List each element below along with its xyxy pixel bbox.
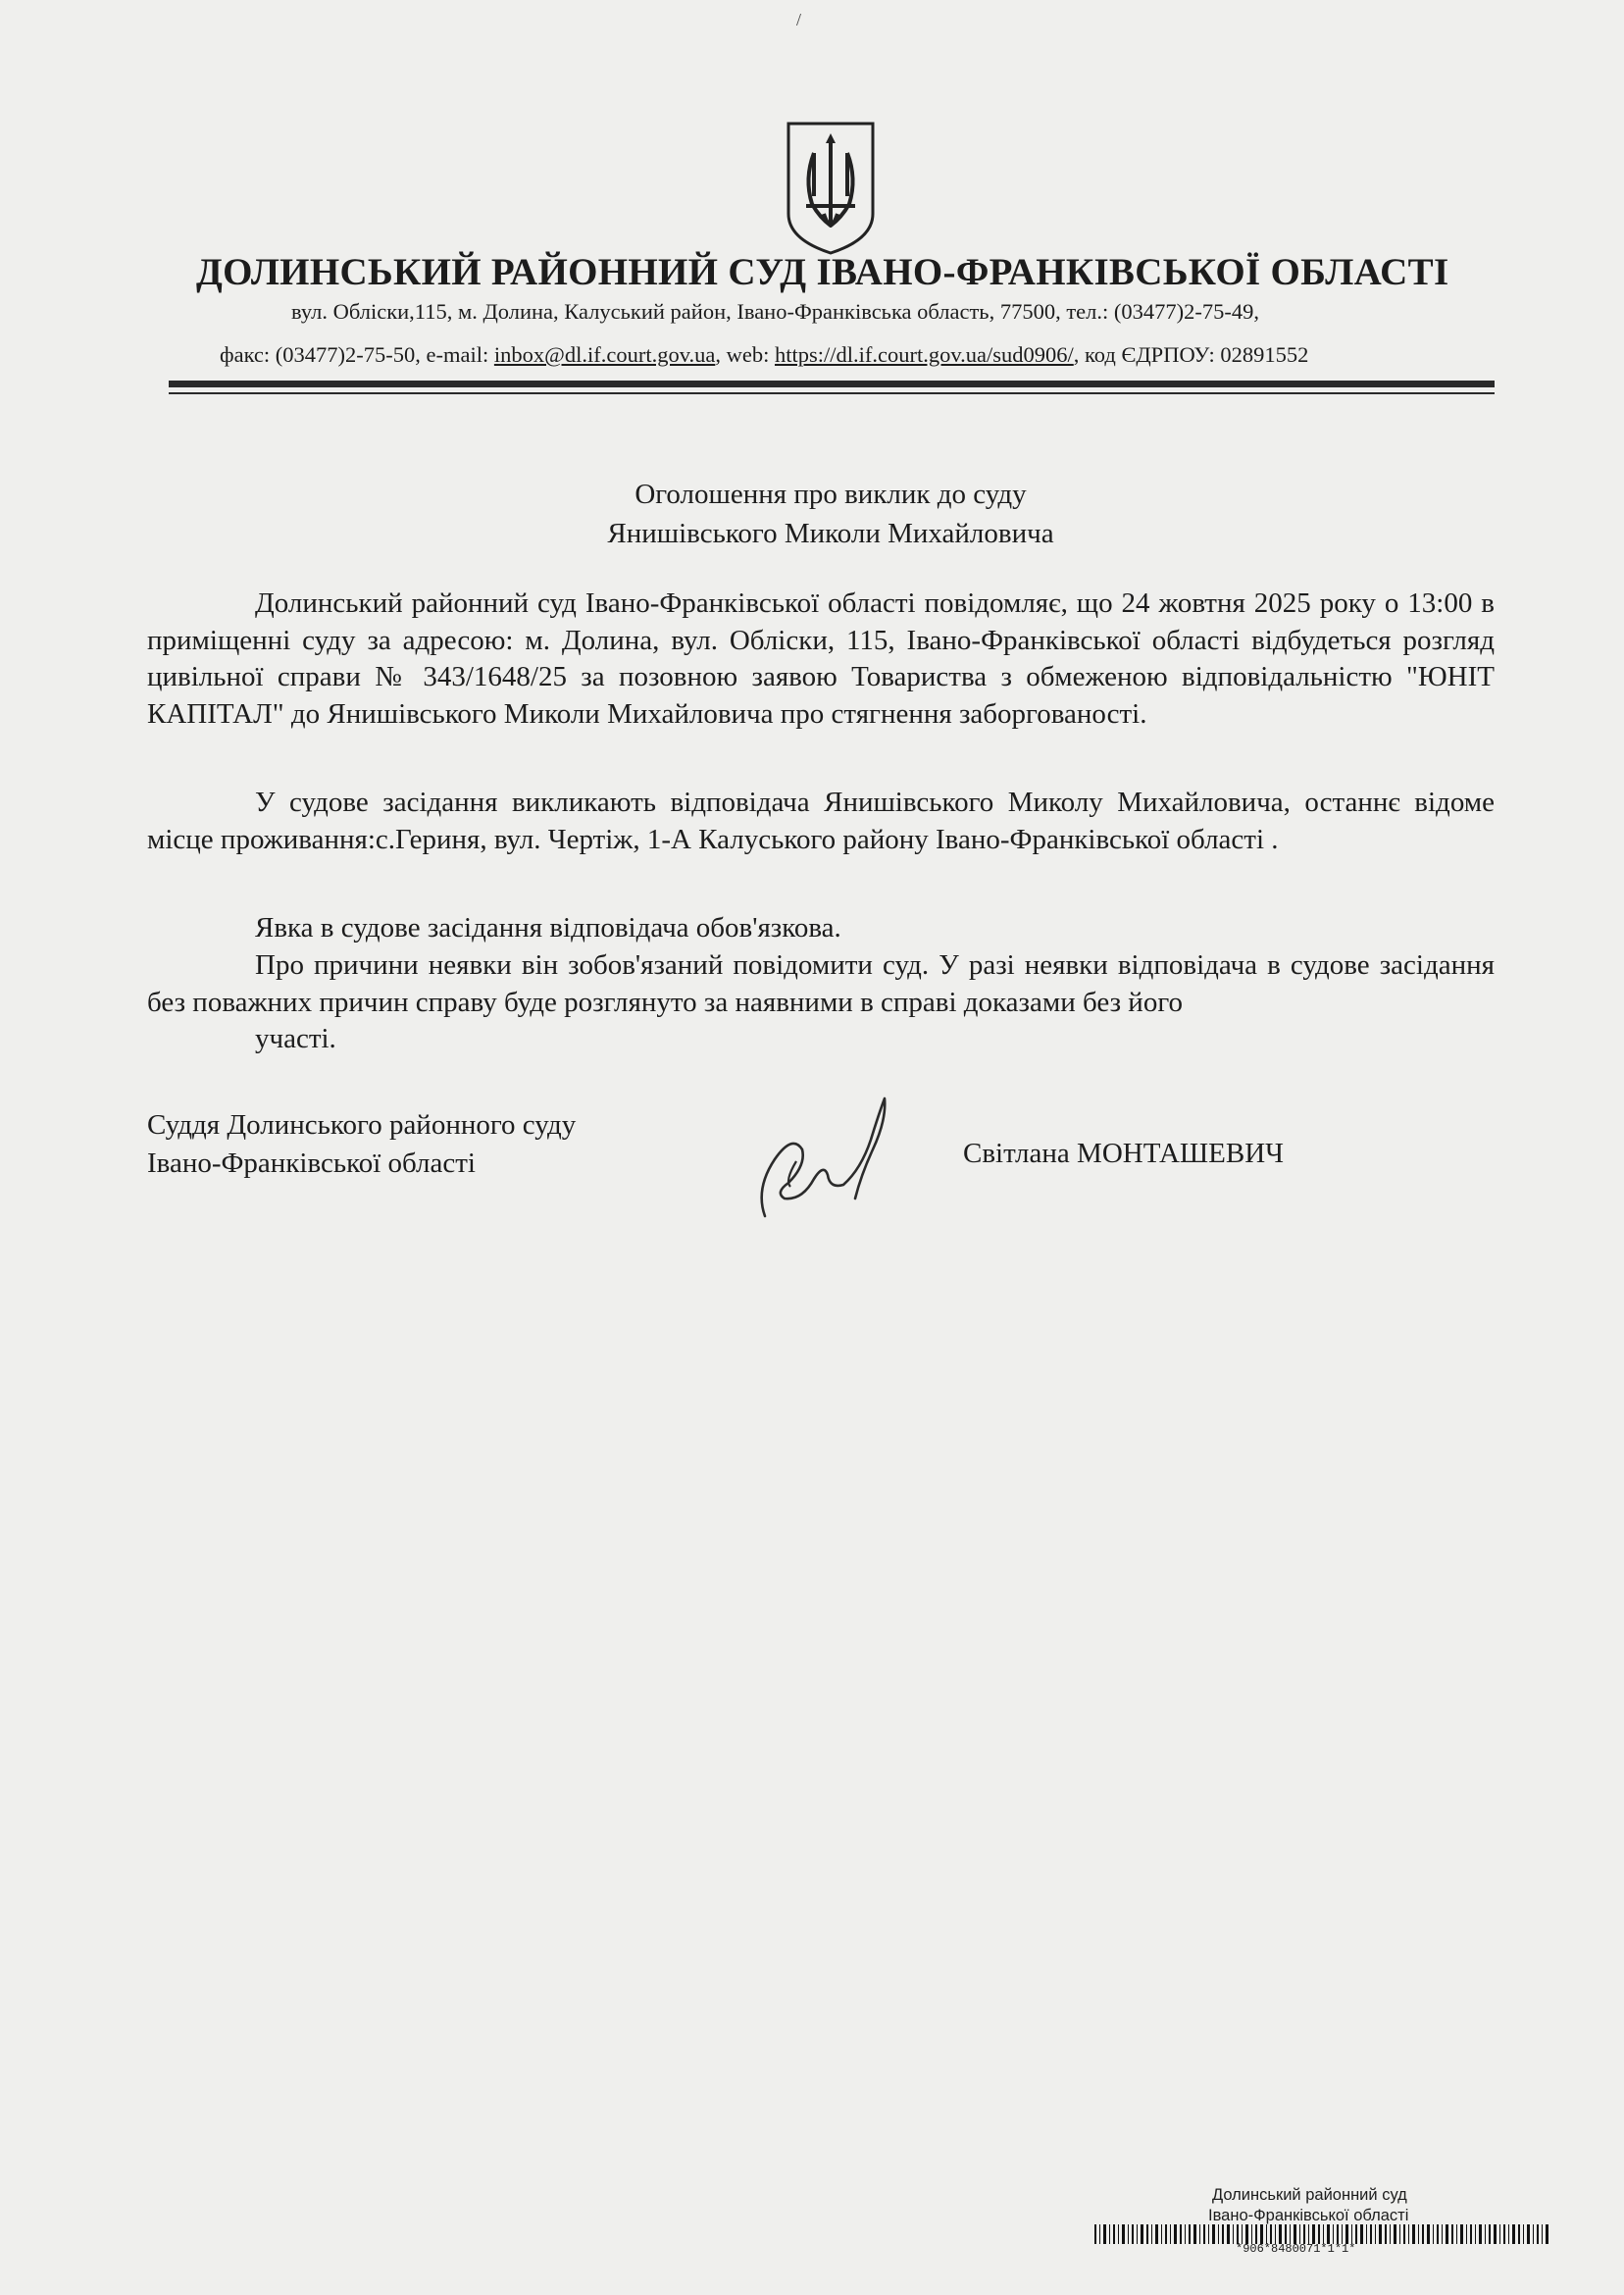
notice-paragraph-1 bbox=[147, 586, 1495, 733]
judge-position-line-1: Суддя Долинського районного суду bbox=[147, 1109, 577, 1141]
judge-position-line-2: Івано-Франківської області bbox=[147, 1148, 476, 1179]
court-contacts bbox=[220, 342, 1308, 368]
barcode-number: *906*8480071*1*1* bbox=[1236, 2242, 1356, 2256]
web-prefix: , web: bbox=[715, 342, 775, 367]
pen-mark: / bbox=[796, 10, 802, 29]
fax-text: факс: (03477)2-75-50, e-mail: bbox=[220, 342, 494, 367]
notice-title: Оголошення про виклик до суду bbox=[634, 479, 1027, 510]
judge-name: Світлана МОНТАШЕВИЧ bbox=[963, 1138, 1285, 1169]
court-name-heading: ДОЛИНСЬКИЙ РАЙОННИЙ СУД ІВАНО-ФРАНКІВСЬКОЇ ОБЛАСТІ bbox=[196, 251, 1449, 293]
notice-paragraph-3 bbox=[147, 910, 1495, 947]
header-divider-thin bbox=[169, 392, 1495, 394]
notice-subject: Янишівського Миколи Михайловича bbox=[607, 518, 1054, 549]
judge-position bbox=[147, 1106, 576, 1183]
stamp-court-name: Долинський районний суд bbox=[1212, 2186, 1407, 2204]
header-divider-thick bbox=[169, 381, 1495, 387]
paragraph-ending: участі. bbox=[255, 1023, 336, 1054]
coat-of-arms-icon bbox=[785, 120, 877, 257]
paragraph-text: Явка в судове засідання відповідача обов'язкова. bbox=[255, 912, 841, 944]
notice-paragraph-2 bbox=[147, 785, 1495, 858]
stamp-region: Івано-Франківської області bbox=[1208, 2207, 1409, 2224]
email-link[interactable]: inbox@dl.if.court.gov.ua bbox=[493, 342, 716, 367]
handwritten-signature bbox=[745, 1091, 902, 1224]
barcode bbox=[1094, 2224, 1551, 2244]
notice-paragraph-4 bbox=[147, 947, 1495, 1058]
website-link[interactable]: https://dl.if.court.gov.ua/sud0906/ bbox=[774, 342, 1074, 367]
paragraph-text: Про причини неявки він зобов'язаний повідомити суд. У разі неявки відповідача в судове засідання без поважних причин справу буде розглянуто за наявними в справі доказами без його bbox=[147, 949, 1495, 1018]
paragraph-text: Долинський районний суд Івано-Франківської області повідомляє, що 24 жовтня 2025 року о 13:00 в приміщенні суду за адресою: м. Долина, вул. Обліски, 115, Івано-Франківської області відбудеться розгляд цивільної справи № 343/1648/25 за позовною заявою Товариства з обмеженою відповідальністю "ЮНІТ КАПІТАЛ" до Янишівського Миколи Михайловича про стягнення заборгованості. bbox=[147, 587, 1495, 730]
court-address: вул. Обліски,115, м. Долина, Калуський район, Івано-Франківська область, 77500, тел.: (03477)2-75-49, bbox=[291, 299, 1259, 324]
paragraph-text: У судове засідання викликають відповідача Янишівського Миколу Михайловича, останнє відоме місце проживання:с.Гериня, вул. Чертіж, 1-А Калуського району Івано-Франківської області . bbox=[147, 787, 1495, 855]
edrpou-code: , код ЄДРПОУ: 02891552 bbox=[1073, 342, 1309, 367]
